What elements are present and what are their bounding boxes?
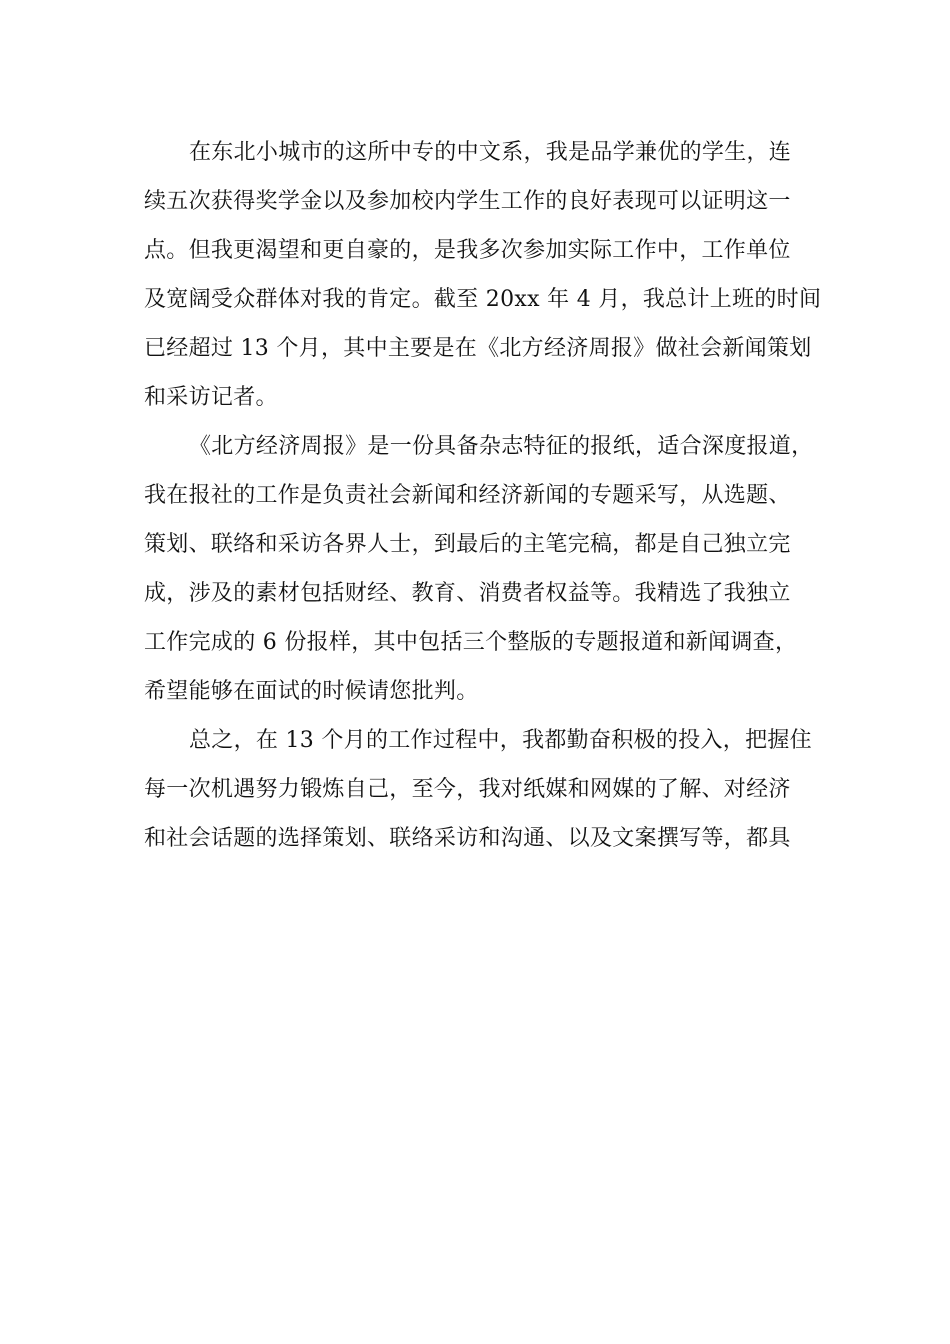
- paragraph-2: [144, 422, 814, 716]
- text-line: 点。但我更渴望和更自豪的，是我多次参加实际工作中，工作单位: [144, 238, 791, 263]
- text-line: 策划、联络和采访各界人士，到最后的主笔完稿，都是自己独立完: [144, 532, 791, 557]
- text-line: 和社会话题的选择策划、联络采访和沟通、以及文案撰写等，都具: [144, 826, 791, 851]
- paragraph-3: [144, 716, 814, 863]
- text-line: 《北方经济周报》是一份具备杂志特征的报纸，适合深度报道，: [189, 434, 814, 459]
- text-line: 及宽阔受众群体对我的肯定。截至 20xx 年 4 月，我总计上班的时间: [144, 287, 822, 312]
- text-line: 成，涉及的素材包括财经、教育、消费者权益等。我精选了我独立: [144, 581, 791, 606]
- text-line: 总之，在 13 个月的工作过程中，我都勤奋积极的投入，把握住: [189, 728, 812, 753]
- text-line: 在东北小城市的这所中专的中文系，我是品学兼优的学生，连: [189, 140, 792, 165]
- text-line: 和采访记者。: [144, 385, 278, 410]
- text-line: 每一次机遇努力锻炼自己，至今，我对纸媒和网媒的了解、对经济: [144, 777, 791, 802]
- text-line: 工作完成的 6 份报样，其中包括三个整版的专题报道和新闻调查，: [144, 630, 798, 655]
- text-line: 已经超过 13 个月，其中主要是在《北方经济周报》做社会新闻策划: [144, 336, 812, 361]
- body-text: [144, 128, 822, 863]
- text-line: 续五次获得奖学金以及参加校内学生工作的良好表现可以证明这一: [144, 189, 791, 214]
- paragraph-1: [144, 128, 822, 422]
- text-line: 希望能够在面试的时候请您批判。: [144, 679, 479, 704]
- text-line: 我在报社的工作是负责社会新闻和经济新闻的专题采写，从选题、: [144, 483, 791, 508]
